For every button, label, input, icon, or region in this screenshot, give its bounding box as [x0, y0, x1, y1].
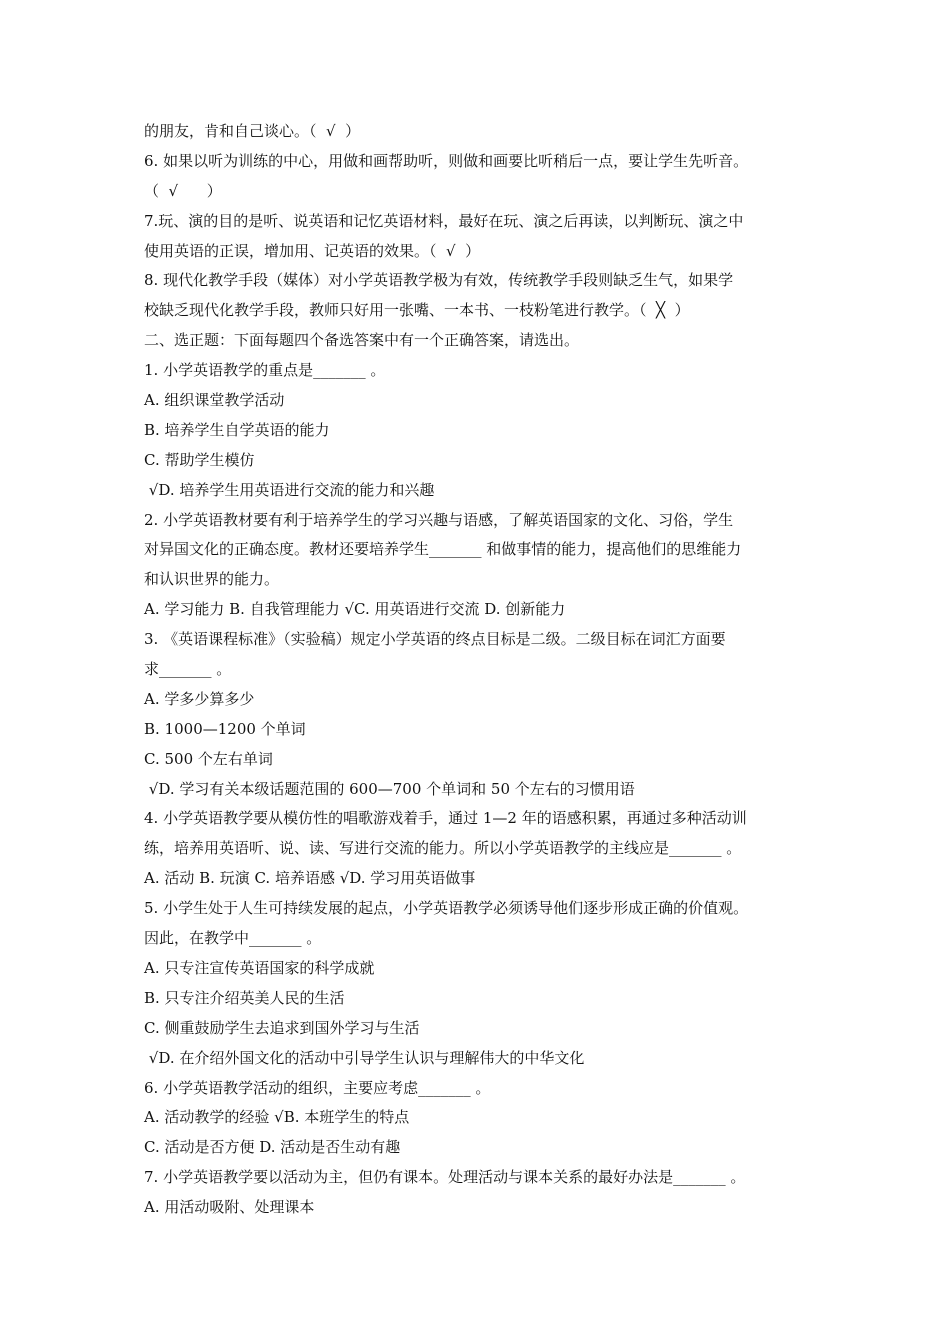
answer-option: C. 活动是否方便 D. 活动是否生动有趣: [144, 1138, 401, 1157]
question-stem: 对异国文化的正确态度。教材还要培养学生_______ 和做事情的能力，提高他们的思维能力: [144, 540, 742, 559]
question-stem: 7. 小学英语教学要以活动为主，但仍有课本。处理活动与课本关系的最好办法是_______ 。: [144, 1168, 746, 1187]
answer-option: A. 学多少算多少: [144, 689, 255, 708]
text-line: 6. 如果以听为训练的中心，用做和画帮助听，则做和画要比听稍后一点，要让学生先听音。: [144, 151, 749, 170]
question-stem: 2. 小学英语教材要有利于培养学生的学习兴趣与语感，了解英语国家的文化、习俗，学生: [144, 510, 734, 529]
question-stem: 3. 《英语课程标准》（实验稿）规定小学英语的终点目标是二级。二级目标在词汇方面要: [144, 630, 726, 649]
answer-option: C. 侧重鼓励学生去追求到国外学习与生活: [144, 1018, 420, 1037]
question-stem: 6. 小学英语教学活动的组织，主要应考虑_______ 。: [144, 1078, 491, 1097]
answer-option: A. 组织课堂教学活动: [144, 391, 285, 410]
answer-option: √D. 培养学生用英语进行交流的能力和兴趣: [144, 480, 435, 499]
text-line: 使用英语的正误，增加用、记英语的效果。（ √ ）: [144, 241, 481, 260]
question-stem: 求_______ 。: [144, 660, 232, 679]
answer-option: B. 1000—1200 个单词: [144, 719, 306, 738]
answer-option: A. 活动教学的经验 √B. 本班学生的特点: [144, 1108, 410, 1127]
text-line: （ √ ）: [144, 181, 222, 200]
answer-option: B. 只专注介绍英美人民的生活: [144, 988, 345, 1007]
answer-option: C. 帮助学生模仿: [144, 450, 255, 469]
answer-option: A. 只专注宣传英语国家的科学成就: [144, 958, 375, 977]
question-stem: 1. 小学英语教学的重点是_______ 。: [144, 361, 386, 380]
answer-option: A. 学习能力 B. 自我管理能力 √C. 用英语进行交流 D. 创新能力: [144, 600, 566, 619]
answer-option: C. 500 个左右单词: [144, 749, 273, 768]
question-stem: 因此，在教学中_______ 。: [144, 929, 322, 948]
text-line: 8. 现代化教学手段（媒体）对小学英语教学极为有效，传统教学手段则缺乏生气，如果学: [144, 271, 734, 290]
answer-option: A. 用活动吸附、处理课本: [144, 1198, 315, 1217]
answer-option: √D. 学习有关本级话题范围的 600—700 个单词和 50 个左右的习惯用语: [144, 779, 635, 798]
answer-option: A. 活动 B. 玩演 C. 培养语感 √D. 学习用英语做事: [144, 869, 476, 888]
text-line: 的朋友，肯和自己谈心。（ √ ）: [144, 122, 361, 140]
section-heading: 二、选正题：下面每题四个备选答案中有一个正确答案，请选出。: [144, 331, 580, 350]
question-stem: 5. 小学生处于人生可持续发展的起点，小学英语教学必须诱导他们逐步形成正确的价值观。: [144, 899, 749, 918]
answer-option: √D. 在介绍外国文化的活动中引导学生认识与理解伟大的中华文化: [144, 1048, 585, 1067]
question-stem: 4. 小学英语教学要从模仿性的唱歌游戏着手，通过 1—2 年的语感积累，再通过多种活动训: [144, 809, 747, 828]
text-line: 校缺乏现代化教学手段，教师只好用一张嘴、一本书、一枝粉笔进行教学。（ ╳ ）: [144, 301, 690, 320]
question-stem: 练，培养用英语听、说、读、写进行交流的能力。所以小学英语教学的主线应是_______ 。: [144, 839, 742, 858]
answer-option: B. 培养学生自学英语的能力: [144, 420, 330, 439]
text-line: 7.玩、演的目的是听、说英语和记忆英语材料，最好在玩、演之后再读，以判断玩、演之中: [144, 211, 744, 230]
question-stem: 和认识世界的能力。: [144, 570, 280, 589]
document-body: [144, 117, 812, 1223]
